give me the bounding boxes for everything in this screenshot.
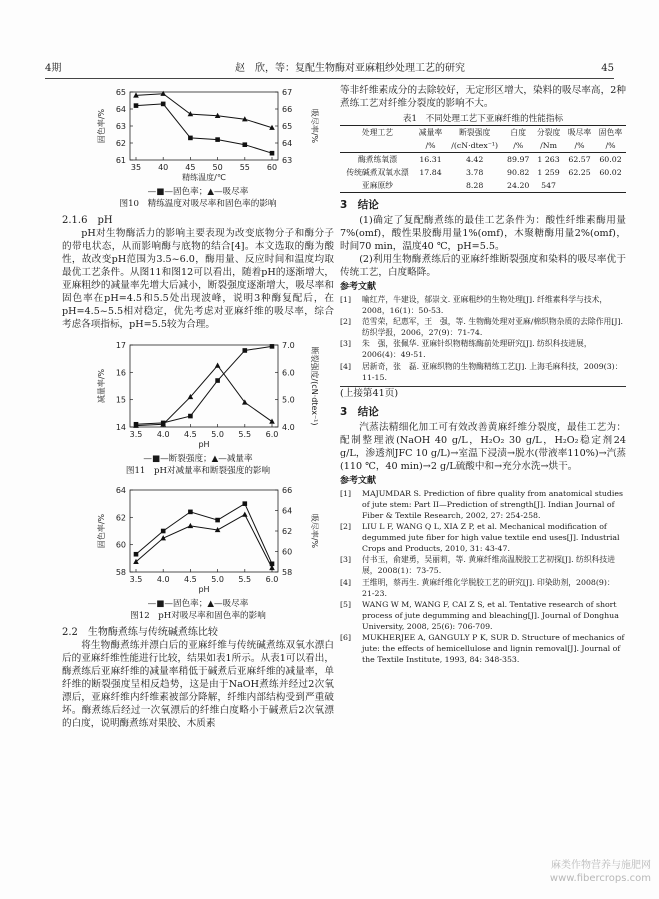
y-tick-label: 65 bbox=[115, 88, 126, 97]
y-tick-label: 61 bbox=[115, 156, 126, 165]
table-1-header: 处理工艺 bbox=[340, 126, 415, 140]
table-1-header: 固色率 bbox=[595, 126, 626, 140]
table-1 bbox=[340, 125, 626, 193]
reference-item bbox=[340, 338, 626, 360]
continued-from-note: (上接第41页) bbox=[340, 387, 399, 399]
data-point-square bbox=[134, 103, 139, 108]
y-tick-label: 58 bbox=[115, 568, 126, 577]
reference-number: [2] bbox=[340, 317, 352, 327]
reference-text: WANG W M, WANG F, CAI Z S, et al. Tentative research of short process of jute degumming and bleaching[J]. Journal of Donghua University, 2008, 25(6): 706-709. bbox=[362, 599, 619, 631]
y2-tick-label: 62 bbox=[282, 527, 293, 536]
x-tick-label: 6.0 bbox=[265, 430, 279, 439]
table-row bbox=[340, 166, 626, 179]
watermark-title: 麻类作物营养与施肥网 bbox=[551, 860, 651, 871]
reference-text: 范雪荣，纪惠军，王 强，等. 生物酶处理对亚麻/棉织物杂质的去除作用[J]. 纺织学报，2006，27(9)：71-74. bbox=[362, 317, 623, 338]
figure-11 bbox=[62, 337, 334, 477]
x-tick-label: 40 bbox=[158, 163, 169, 172]
x-tick-label: 4.5 bbox=[184, 430, 197, 439]
x-tick-label: 3.5 bbox=[129, 575, 143, 584]
table-1-header: 减量率 bbox=[415, 126, 446, 140]
reference-text: 喻红芹，牛建设，郁崇文. 亚麻粗纱的生物处理[J]. 纤维素科学与技术，2008，16(1)：50-53. bbox=[362, 295, 608, 316]
y2-axis-label: 吸尽率/% bbox=[310, 108, 319, 144]
table-1-unit: /% bbox=[503, 139, 533, 153]
figure-10-caption: 图10 精练温度对吸尽率和固色率的影响 bbox=[119, 199, 277, 209]
reference-number: [1] bbox=[340, 488, 352, 498]
reference-number: [4] bbox=[340, 361, 352, 371]
data-point-square bbox=[270, 344, 275, 349]
x-tick-label: 4.5 bbox=[184, 575, 197, 584]
y-tick-label: 62 bbox=[115, 139, 126, 148]
y2-tick-label: 66 bbox=[282, 105, 293, 114]
data-point-triangle bbox=[188, 523, 194, 528]
section-2-1-6-heading: 2.1.6 pH bbox=[62, 215, 113, 226]
figure-10-legend: —■—固色率；▲—吸尽率 bbox=[147, 187, 249, 197]
section-2-1-6-text: pH对生物酶活力的影响主要表现为改变底物分子和酶分子的带电状态，从而影响酶与底物的结合[4]。本文选取的酶为酸性，故改变pH范围为3.5~6.0，酶用量、反应时间和温度均取最优工艺条件。从图11和图12可以看出，随着pH的逐渐增大，亚麻粗纱的减量率先增大后减小，断裂强度逐渐增大，吸尽率和固色率在pH=4.5和5.5处出现波峰，说明3种酶复配后，在pH=4.5~5.5相对稳定，优先考虑对亚麻纤维的吸尽率，综合考虑各项指标，pH=5.5较为合理。 bbox=[62, 228, 334, 330]
reference-number: [4] bbox=[340, 577, 352, 587]
series-line-吸尽率 bbox=[136, 94, 272, 128]
plot-frame bbox=[130, 345, 278, 427]
reference-item bbox=[340, 488, 626, 521]
data-point-square bbox=[270, 151, 275, 156]
y2-tick-label: 65 bbox=[282, 122, 293, 131]
reference-number: [3] bbox=[340, 555, 352, 565]
reference-number: [3] bbox=[340, 339, 352, 349]
table-cell bbox=[415, 179, 446, 193]
y-tick-label: 64 bbox=[115, 105, 126, 114]
y-tick-label: 14 bbox=[115, 423, 126, 432]
reference-list-2 bbox=[340, 488, 626, 666]
series-line-固色率 bbox=[136, 104, 272, 153]
table-1-unit bbox=[340, 139, 415, 153]
y2-tick-label: 64 bbox=[282, 506, 293, 516]
reference-text: 居新奇，张 磊. 亚麻织物的生物酶精练工艺[J]. 上海毛麻科技，2009(3)：11-15. bbox=[362, 361, 623, 382]
data-point-square bbox=[188, 136, 193, 141]
table-cell: 24.20 bbox=[503, 179, 533, 193]
x-tick-label: 5.5 bbox=[238, 575, 252, 584]
conclusion-heading: 3 结论 bbox=[340, 199, 379, 211]
y-axis-label: 固色率/% bbox=[97, 108, 106, 144]
watermark-url: www.fibercrops.com bbox=[549, 873, 651, 884]
plot-frame bbox=[130, 490, 278, 572]
references-heading: 参考文献 bbox=[340, 282, 377, 292]
x-tick-label: 5.5 bbox=[238, 430, 252, 439]
table-row bbox=[340, 179, 626, 193]
table-1-units-row bbox=[340, 139, 626, 153]
data-point-square bbox=[243, 501, 248, 506]
reference-number: [6] bbox=[340, 632, 352, 642]
table-cell bbox=[595, 179, 626, 193]
table-cell: 60.02 bbox=[599, 168, 622, 177]
header-rule bbox=[45, 78, 614, 79]
y2-tick-label: 5.0 bbox=[282, 395, 295, 405]
x-tick-label: 5.0 bbox=[211, 430, 224, 439]
reference-item bbox=[340, 294, 626, 316]
x-axis-label: 精练温度/℃ bbox=[182, 173, 226, 182]
figure-12-caption: 图12 pH对吸尽率和固色率的影响 bbox=[130, 611, 266, 621]
table-cell: 3.78 bbox=[465, 168, 484, 177]
running-title: 赵 欣，等：复配生物酶对亚麻粗纱处理工艺的研究 bbox=[235, 63, 465, 74]
reference-item bbox=[340, 316, 626, 338]
table-1-header: 吸尽率 bbox=[564, 126, 595, 140]
figure-10-chart bbox=[62, 84, 334, 182]
x-tick-label: 55 bbox=[239, 163, 250, 172]
y2-tick-label: 67 bbox=[282, 88, 293, 97]
reference-item bbox=[340, 521, 626, 554]
x-tick-label: 5.0 bbox=[211, 575, 224, 584]
y2-tick-label: 58 bbox=[282, 568, 293, 577]
table-cell: 89.97 bbox=[507, 155, 530, 164]
table-cell: 1 263 bbox=[537, 155, 560, 164]
reference-text: 付书玉，俞建勇，吴丽莉，等. 黄麻纤维高温脱胶工艺初探[J]. 纺织科技进展，2008(1)：73-75. bbox=[362, 555, 616, 576]
series-line-固色率 bbox=[136, 504, 272, 564]
reference-item bbox=[340, 632, 626, 665]
data-point-square bbox=[161, 102, 166, 107]
x-tick-label: 50 bbox=[212, 163, 223, 172]
reference-text: 王维明，蔡再生. 黄麻纤维化学脱胶工艺的研究[J]. 印染助剂，2008(9)：21-23. bbox=[362, 577, 615, 598]
plot-frame bbox=[130, 92, 278, 160]
running-header bbox=[45, 62, 614, 76]
conclusion-item: (2)利用生物酶煮练后的亚麻纤维断裂强度和染料的吸尽率优于传统工艺，白度略降。 bbox=[340, 254, 626, 278]
page-number: 45 bbox=[601, 63, 614, 74]
data-point-triangle bbox=[160, 91, 166, 96]
reference-item bbox=[340, 577, 626, 599]
data-point-square bbox=[243, 142, 248, 147]
series-line-断裂强度 bbox=[136, 346, 272, 424]
x-axis-label: pH bbox=[198, 440, 210, 449]
y-tick-label: 15 bbox=[115, 395, 126, 405]
reference-text: LIU L F, WANG Q L, XIA Z P, et al. Mechanical modification of degummed jute fiber for high value textile end uses[J]. Industrial Crops and Products, 2010, 31: 43-47. bbox=[362, 522, 620, 554]
data-point-triangle bbox=[188, 111, 194, 116]
table-1-unit: /% bbox=[415, 139, 446, 153]
table-1-title: 表1 不同处理工艺下亚麻纤维的性能指标 bbox=[402, 114, 564, 124]
table-cell: 90.82 bbox=[507, 168, 530, 177]
table-cell bbox=[564, 179, 595, 193]
data-point-triangle bbox=[215, 363, 221, 368]
conclusion-text-2: 汽蒸法精细化加工可有效改善黄麻纤维分裂度，最佳工艺为：配制整理液(NaOH 40 g/L，H₂O₂ 30 g/L，H₂O₂稳定剂24 g/L，渗透剂JFC 10 g/L)→室温下浸渍→脱水(带液率110%)→汽蒸(110 ℃，40 min)→2 g/L硫酸中和→充分水洗→烘干。 bbox=[340, 421, 626, 472]
table-1-header: 分裂度 bbox=[533, 126, 564, 140]
table-1-unit: /% bbox=[595, 139, 626, 153]
section-2-2-text-end: 等非纤维素成分的去除较好，无定形区增大，染料的吸尽率高，2种煮练工艺对纤维分裂度的影响不大。 bbox=[340, 85, 626, 109]
y2-tick-label: 6.0 bbox=[282, 368, 295, 378]
data-point-square bbox=[188, 510, 193, 515]
data-point-square bbox=[161, 529, 166, 534]
table-1-unit: /% bbox=[564, 139, 595, 153]
reference-item bbox=[340, 361, 626, 383]
table-1-header: 断裂强度 bbox=[446, 126, 503, 140]
left-column bbox=[62, 84, 334, 730]
reference-list bbox=[340, 294, 626, 383]
issue-number: 4期 bbox=[45, 63, 62, 74]
table-cell: 8.28 bbox=[446, 179, 503, 193]
reference-number: [5] bbox=[340, 599, 352, 609]
y-tick-label: 63 bbox=[115, 122, 126, 131]
conclusion-heading-2: 3 结论 bbox=[340, 405, 379, 418]
x-tick-label: 3.5 bbox=[129, 430, 143, 439]
y-axis-label: 固色率/% bbox=[97, 513, 106, 549]
y2-tick-label: 7.0 bbox=[282, 341, 295, 350]
section-2-2-heading: 2.2 生物酶煮练与传统碱煮练比较 bbox=[62, 627, 218, 638]
reference-number: [2] bbox=[340, 522, 352, 532]
data-point-triangle bbox=[269, 419, 275, 424]
site-watermark bbox=[550, 859, 651, 885]
table-1-header-row bbox=[340, 126, 626, 140]
y2-axis-label: 吸尽率/% bbox=[310, 513, 319, 549]
data-point-square bbox=[215, 518, 220, 523]
y-tick-label: 62 bbox=[115, 513, 126, 523]
data-point-square bbox=[215, 378, 220, 383]
figure-11-chart bbox=[62, 337, 334, 449]
x-tick-label: 4.0 bbox=[156, 575, 170, 584]
table-cell: 62.57 bbox=[568, 155, 591, 164]
figure-11-caption: 图11 pH对减量率和断裂强度的影响 bbox=[125, 466, 271, 476]
x-tick-label: 35 bbox=[130, 163, 142, 172]
data-point-triangle bbox=[242, 512, 248, 517]
table-cell: 传统碱煮双氧水漂 bbox=[346, 168, 409, 177]
y-tick-label: 16 bbox=[115, 368, 126, 378]
x-tick-label: 45 bbox=[185, 163, 196, 172]
conclusion-item: (1)确定了复配酶煮练的最佳工艺条件为：酸性纤维素酶用量7%(omf)，酸性果胶酶用量1%(omf)，木聚糖酶用量2%(omf)，时间70 min，温度40 ℃，pH=5.5。 bbox=[340, 215, 626, 252]
table-cell: 16.31 bbox=[419, 155, 442, 164]
x-tick-label: 60 bbox=[266, 163, 278, 172]
table-cell: 1 259 bbox=[537, 168, 560, 177]
reference-number: [1] bbox=[340, 295, 352, 304]
y2-axis-label: 断裂强度/(cN·dtex⁻¹) bbox=[310, 346, 319, 426]
table-cell: 亚麻原纱 bbox=[340, 179, 415, 193]
x-axis-label: pH bbox=[198, 585, 210, 594]
y-axis-label: 减量率/% bbox=[97, 368, 106, 404]
figure-12-legend: —■—固色率；▲—吸尽率 bbox=[147, 599, 249, 609]
y-tick-label: 64 bbox=[115, 486, 126, 495]
y2-tick-label: 60 bbox=[282, 547, 293, 557]
figure-10 bbox=[62, 84, 334, 210]
table-1-header: 白度 bbox=[503, 126, 533, 140]
reference-item bbox=[340, 599, 626, 632]
right-column bbox=[340, 84, 626, 665]
figure-12-chart bbox=[62, 482, 334, 594]
data-point-square bbox=[243, 348, 248, 353]
x-tick-label: 4.0 bbox=[156, 430, 170, 439]
reference-item bbox=[340, 554, 626, 576]
reference-text: MAJUMDAR S. Prediction of fibre quality from anatomical studies of jute stem: Part II—Prediction of strength[J]. Indian Journal of Fiber & Textile Research, 2002, 27: 254-258. bbox=[362, 488, 623, 520]
y2-tick-label: 63 bbox=[282, 156, 293, 165]
y2-tick-label: 4.0 bbox=[282, 423, 295, 432]
table-cell: 4.42 bbox=[465, 155, 484, 164]
series-line-减量率 bbox=[136, 366, 272, 426]
data-point-square bbox=[215, 137, 220, 142]
section-2-2-text-start: 将生物酶煮练并漂白后的亚麻纤维与传统碱煮练双氧水漂白后的亚麻纤维性能进行比较，结果如表1所示。从表1可以看出，酶煮练后亚麻纤维的减量率稍低于碱煮后亚麻纤维的减量率，单纤维的断裂强度呈相反趋势，这是由于NaOH煮练并经过2次氧漂后，亚麻纤维内纤维素被部分降解，纤维内部结构受到严重破坏。酶煮练后经过一次氧漂后的纤维白度略小于碱煮后2次氧漂的白度，说明酶煮练对果胶、木质素 bbox=[62, 640, 334, 729]
y-tick-label: 17 bbox=[115, 341, 126, 350]
figure-11-legend: —■—断裂强度；▲—减量率 bbox=[143, 454, 253, 464]
reference-text: 朱 强，张佩华. 亚麻针织物精练酶前处理研究[J]. 纺织科技进展，2006(4)：49-51. bbox=[362, 339, 592, 360]
reference-text: MUKHERJEE A, GANGULY P K, SUR D. Structure of mechanics of jute: the effects of hemicellulose and lignin removal[J]. Journal of the Textile Institute, 1993, 84: 348-353. bbox=[362, 632, 625, 665]
data-point-square bbox=[134, 552, 139, 557]
table-cell: 547 bbox=[533, 179, 564, 193]
data-point-square bbox=[188, 414, 193, 419]
figure-12 bbox=[62, 482, 334, 622]
series-line-吸尽率 bbox=[136, 515, 272, 568]
table-cell: 酶煮练氧漂 bbox=[358, 155, 397, 164]
y2-tick-label: 66 bbox=[282, 486, 293, 495]
table-cell: 60.02 bbox=[599, 155, 622, 164]
y2-tick-label: 64 bbox=[282, 139, 293, 148]
table-1-unit: /(cN·dtex⁻¹) bbox=[446, 139, 503, 153]
references-heading-2: 参考文献 bbox=[340, 475, 377, 486]
table-cell: 17.84 bbox=[419, 168, 442, 177]
table-row bbox=[340, 153, 626, 167]
x-tick-label: 6.0 bbox=[265, 575, 279, 584]
table-1-unit: /Nm bbox=[533, 139, 564, 153]
table-cell: 62.25 bbox=[568, 168, 591, 177]
y-tick-label: 60 bbox=[115, 540, 126, 550]
